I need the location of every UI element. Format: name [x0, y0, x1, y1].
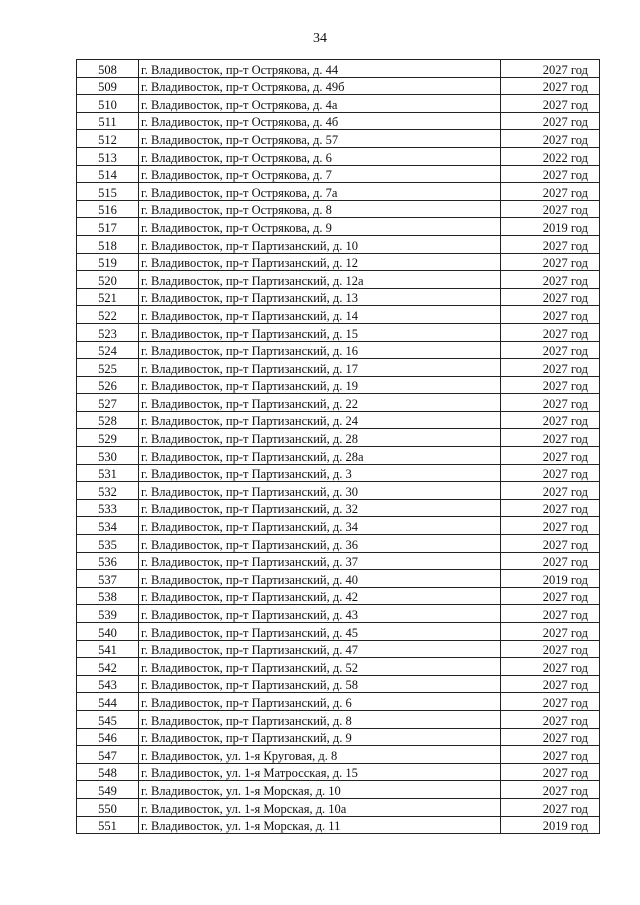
row-number-cell: 550 [77, 798, 139, 816]
table-row [77, 675, 600, 693]
address-cell: г. Владивосток, пр-т Партизанский, д. 3 [139, 464, 501, 482]
table-row [77, 77, 600, 95]
table-row [77, 640, 600, 658]
year-cell: 2027 год [501, 464, 600, 482]
address-cell: г. Владивосток, пр-т Партизанский, д. 47 [139, 640, 501, 658]
table-row [77, 693, 600, 711]
address-cell: г. Владивосток, пр-т Острякова, д. 44 [139, 60, 501, 78]
year-cell: 2027 год [501, 728, 600, 746]
table-row [77, 183, 600, 201]
row-number-cell: 512 [77, 130, 139, 148]
table-row [77, 605, 600, 623]
row-number-cell: 513 [77, 147, 139, 165]
row-number-cell: 528 [77, 411, 139, 429]
year-cell: 2027 год [501, 781, 600, 799]
table-row [77, 60, 600, 78]
table-row [77, 447, 600, 465]
row-number-cell: 519 [77, 253, 139, 271]
address-cell: г. Владивосток, пр-т Острякова, д. 4а [139, 95, 501, 113]
row-number-cell: 532 [77, 482, 139, 500]
address-cell: г. Владивосток, пр-т Партизанский, д. 19 [139, 376, 501, 394]
address-cell: г. Владивосток, пр-т Партизанский, д. 24 [139, 411, 501, 429]
row-number-cell: 540 [77, 623, 139, 641]
row-number-cell: 527 [77, 394, 139, 412]
page-number: 34 [313, 31, 327, 46]
row-number-cell: 523 [77, 323, 139, 341]
address-cell: г. Владивосток, пр-т Острякова, д. 7 [139, 165, 501, 183]
year-cell: 2027 год [501, 693, 600, 711]
address-cell: г. Владивосток, пр-т Партизанский, д. 36 [139, 535, 501, 553]
address-cell: г. Владивосток, пр-т Острякова, д. 9 [139, 218, 501, 236]
year-cell: 2027 год [501, 675, 600, 693]
year-cell: 2027 год [501, 587, 600, 605]
year-cell: 2027 год [501, 535, 600, 553]
table-row [77, 517, 600, 535]
table-row [77, 746, 600, 764]
year-cell: 2027 год [501, 640, 600, 658]
row-number-cell: 546 [77, 728, 139, 746]
address-cell: г. Владивосток, пр-т Острякова, д. 6 [139, 147, 501, 165]
table-row [77, 95, 600, 113]
address-cell: г. Владивосток, пр-т Партизанский, д. 9 [139, 728, 501, 746]
table-row [77, 535, 600, 553]
row-number-cell: 515 [77, 183, 139, 201]
row-number-cell: 524 [77, 341, 139, 359]
year-cell: 2027 год [501, 271, 600, 289]
table-row [77, 816, 600, 834]
address-cell: г. Владивосток, пр-т Партизанский, д. 8 [139, 710, 501, 728]
row-number-cell: 520 [77, 271, 139, 289]
table-row [77, 235, 600, 253]
table-row [77, 112, 600, 130]
address-cell: г. Владивосток, пр-т Партизанский, д. 15 [139, 323, 501, 341]
year-cell: 2027 год [501, 429, 600, 447]
table-row [77, 288, 600, 306]
address-cell: г. Владивосток, пр-т Партизанский, д. 28а [139, 447, 501, 465]
address-cell: г. Владивосток, пр-т Партизанский, д. 52 [139, 658, 501, 676]
address-cell: г. Владивосток, пр-т Острякова, д. 8 [139, 200, 501, 218]
row-number-cell: 545 [77, 710, 139, 728]
table-body [77, 60, 600, 834]
address-cell: г. Владивосток, пр-т Партизанский, д. 58 [139, 675, 501, 693]
table-row [77, 323, 600, 341]
table-row [77, 253, 600, 271]
address-cell: г. Владивосток, пр-т Партизанский, д. 37 [139, 552, 501, 570]
row-number-cell: 548 [77, 763, 139, 781]
address-cell: г. Владивосток, пр-т Партизанский, д. 14 [139, 306, 501, 324]
year-cell: 2027 год [501, 411, 600, 429]
table-row [77, 200, 600, 218]
year-cell: 2027 год [501, 112, 600, 130]
row-number-cell: 544 [77, 693, 139, 711]
row-number-cell: 542 [77, 658, 139, 676]
year-cell: 2027 год [501, 623, 600, 641]
year-cell: 2027 год [501, 253, 600, 271]
year-cell: 2027 год [501, 605, 600, 623]
address-cell: г. Владивосток, ул. 1-я Морская, д. 10а [139, 798, 501, 816]
table-row [77, 429, 600, 447]
row-number-cell: 521 [77, 288, 139, 306]
year-cell: 2027 год [501, 710, 600, 728]
year-cell: 2027 год [501, 482, 600, 500]
table-row [77, 763, 600, 781]
table-row [77, 499, 600, 517]
row-number-cell: 510 [77, 95, 139, 113]
table-row [77, 552, 600, 570]
row-number-cell: 516 [77, 200, 139, 218]
row-number-cell: 534 [77, 517, 139, 535]
table-row [77, 464, 600, 482]
row-number-cell: 533 [77, 499, 139, 517]
address-cell: г. Владивосток, пр-т Острякова, д. 49б [139, 77, 501, 95]
table-row [77, 165, 600, 183]
row-number-cell: 535 [77, 535, 139, 553]
year-cell: 2027 год [501, 60, 600, 78]
table-row [77, 798, 600, 816]
row-number-cell: 517 [77, 218, 139, 236]
row-number-cell: 530 [77, 447, 139, 465]
row-number-cell: 522 [77, 306, 139, 324]
address-cell: г. Владивосток, пр-т Партизанский, д. 10 [139, 235, 501, 253]
row-number-cell: 514 [77, 165, 139, 183]
year-cell: 2027 год [501, 746, 600, 764]
table-row [77, 658, 600, 676]
table-row [77, 587, 600, 605]
table-row [77, 411, 600, 429]
row-number-cell: 526 [77, 376, 139, 394]
address-cell: г. Владивосток, ул. 1-я Морская, д. 10 [139, 781, 501, 799]
table-row [77, 359, 600, 377]
row-number-cell: 549 [77, 781, 139, 799]
row-number-cell: 509 [77, 77, 139, 95]
year-cell: 2027 год [501, 359, 600, 377]
year-cell: 2027 год [501, 95, 600, 113]
address-cell: г. Владивосток, ул. 1-я Морская, д. 11 [139, 816, 501, 834]
address-cell: г. Владивосток, пр-т Партизанский, д. 13 [139, 288, 501, 306]
address-cell: г. Владивосток, пр-т Острякова, д. 4б [139, 112, 501, 130]
housing-registry-table [76, 59, 600, 834]
row-number-cell: 543 [77, 675, 139, 693]
year-cell: 2027 год [501, 183, 600, 201]
year-cell: 2019 год [501, 218, 600, 236]
row-number-cell: 518 [77, 235, 139, 253]
address-cell: г. Владивосток, пр-т Острякова, д. 57 [139, 130, 501, 148]
year-cell: 2022 год [501, 147, 600, 165]
address-cell: г. Владивосток, пр-т Партизанский, д. 45 [139, 623, 501, 641]
year-cell: 2019 год [501, 570, 600, 588]
year-cell: 2027 год [501, 763, 600, 781]
row-number-cell: 541 [77, 640, 139, 658]
year-cell: 2027 год [501, 200, 600, 218]
year-cell: 2027 год [501, 165, 600, 183]
year-cell: 2027 год [501, 77, 600, 95]
table-row [77, 482, 600, 500]
table-row [77, 341, 600, 359]
address-cell: г. Владивосток, ул. 1-я Матросская, д. 15 [139, 763, 501, 781]
year-cell: 2027 год [501, 798, 600, 816]
table-row [77, 570, 600, 588]
address-cell: г. Владивосток, пр-т Партизанский, д. 12а [139, 271, 501, 289]
address-cell: г. Владивосток, ул. 1-я Круговая, д. 8 [139, 746, 501, 764]
table-row [77, 271, 600, 289]
year-cell: 2027 год [501, 447, 600, 465]
year-cell: 2027 год [501, 499, 600, 517]
year-cell: 2027 год [501, 376, 600, 394]
address-cell: г. Владивосток, пр-т Партизанский, д. 17 [139, 359, 501, 377]
address-cell: г. Владивосток, пр-т Партизанский, д. 40 [139, 570, 501, 588]
year-cell: 2027 год [501, 341, 600, 359]
address-cell: г. Владивосток, пр-т Партизанский, д. 34 [139, 517, 501, 535]
address-cell: г. Владивосток, пр-т Острякова, д. 7а [139, 183, 501, 201]
row-number-cell: 525 [77, 359, 139, 377]
year-cell: 2027 год [501, 306, 600, 324]
row-number-cell: 536 [77, 552, 139, 570]
address-cell: г. Владивосток, пр-т Партизанский, д. 43 [139, 605, 501, 623]
address-cell: г. Владивосток, пр-т Партизанский, д. 12 [139, 253, 501, 271]
address-cell: г. Владивосток, пр-т Партизанский, д. 22 [139, 394, 501, 412]
year-cell: 2027 год [501, 658, 600, 676]
table-row [77, 623, 600, 641]
address-cell: г. Владивосток, пр-т Партизанский, д. 28 [139, 429, 501, 447]
row-number-cell: 511 [77, 112, 139, 130]
row-number-cell: 547 [77, 746, 139, 764]
address-cell: г. Владивосток, пр-т Партизанский, д. 6 [139, 693, 501, 711]
row-number-cell: 508 [77, 60, 139, 78]
table-row [77, 218, 600, 236]
row-number-cell: 551 [77, 816, 139, 834]
address-cell: г. Владивосток, пр-т Партизанский, д. 30 [139, 482, 501, 500]
table-row [77, 306, 600, 324]
year-cell: 2027 год [501, 288, 600, 306]
row-number-cell: 529 [77, 429, 139, 447]
table-row [77, 147, 600, 165]
year-cell: 2027 год [501, 394, 600, 412]
address-cell: г. Владивосток, пр-т Партизанский, д. 42 [139, 587, 501, 605]
year-cell: 2027 год [501, 235, 600, 253]
address-cell: г. Владивосток, пр-т Партизанский, д. 16 [139, 341, 501, 359]
row-number-cell: 531 [77, 464, 139, 482]
row-number-cell: 539 [77, 605, 139, 623]
year-cell: 2027 год [501, 323, 600, 341]
table-row [77, 376, 600, 394]
table-row [77, 728, 600, 746]
row-number-cell: 537 [77, 570, 139, 588]
table-row [77, 781, 600, 799]
year-cell: 2027 год [501, 552, 600, 570]
year-cell: 2027 год [501, 517, 600, 535]
table-row [77, 394, 600, 412]
address-cell: г. Владивосток, пр-т Партизанский, д. 32 [139, 499, 501, 517]
year-cell: 2027 год [501, 130, 600, 148]
table-row [77, 130, 600, 148]
year-cell: 2019 год [501, 816, 600, 834]
row-number-cell: 538 [77, 587, 139, 605]
table-row [77, 710, 600, 728]
